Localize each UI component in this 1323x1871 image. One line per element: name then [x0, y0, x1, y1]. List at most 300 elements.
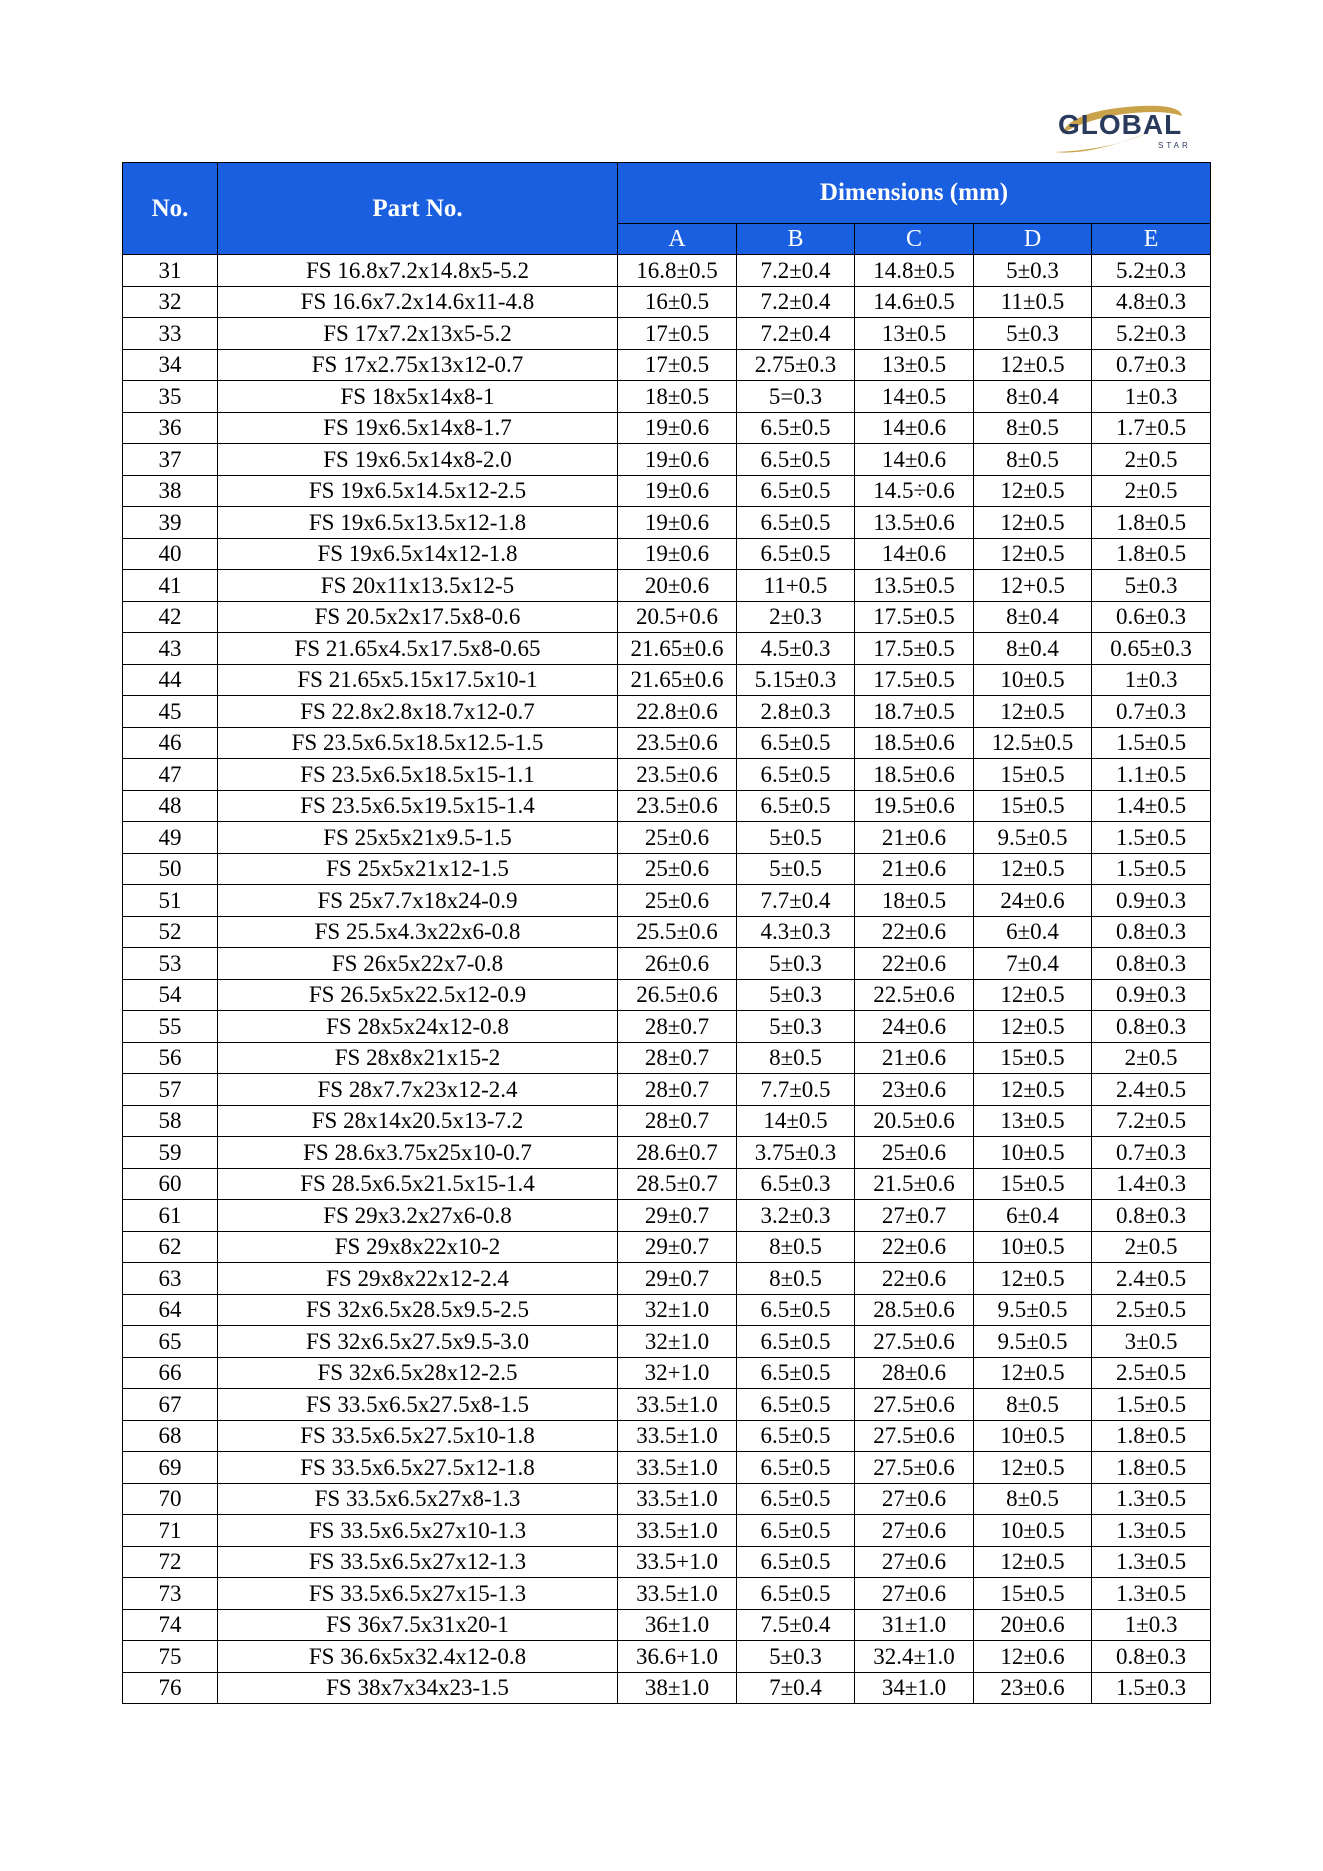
cell-no: 39	[123, 507, 218, 539]
cell-a: 23.5±0.6	[618, 727, 737, 759]
table-row	[123, 1294, 1211, 1326]
cell-e: 1.1±0.5	[1092, 759, 1211, 791]
cell-d: 24±0.6	[974, 885, 1092, 917]
cell-e: 1±0.3	[1092, 381, 1211, 413]
cell-part-no: FS 23.5x6.5x18.5x15-1.1	[218, 759, 618, 791]
cell-no: 34	[123, 349, 218, 381]
cell-b: 6.5±0.5	[737, 1578, 855, 1610]
cell-b: 5.15±0.3	[737, 664, 855, 696]
cell-a: 17±0.5	[618, 318, 737, 350]
cell-no: 59	[123, 1137, 218, 1169]
cell-d: 12±0.5	[974, 1011, 1092, 1043]
table-row	[123, 286, 1211, 318]
cell-no: 71	[123, 1515, 218, 1547]
cell-a: 28±0.7	[618, 1011, 737, 1043]
cell-e: 2.4±0.5	[1092, 1074, 1211, 1106]
cell-d: 5±0.3	[974, 255, 1092, 287]
cell-a: 19±0.6	[618, 444, 737, 476]
cell-c: 14±0.6	[855, 412, 974, 444]
cell-part-no: FS 19x6.5x14x8-1.7	[218, 412, 618, 444]
cell-a: 25±0.6	[618, 885, 737, 917]
cell-c: 17.5±0.5	[855, 664, 974, 696]
cell-a: 25±0.6	[618, 822, 737, 854]
table-row	[123, 1042, 1211, 1074]
cell-no: 68	[123, 1420, 218, 1452]
cell-a: 28±0.7	[618, 1042, 737, 1074]
cell-b: 4.3±0.3	[737, 916, 855, 948]
table-body	[123, 255, 1211, 1704]
cell-d: 12±0.5	[974, 1452, 1092, 1484]
cell-part-no: FS 28.6x3.75x25x10-0.7	[218, 1137, 618, 1169]
cell-c: 27±0.6	[855, 1483, 974, 1515]
cell-no: 62	[123, 1231, 218, 1263]
cell-d: 12±0.5	[974, 507, 1092, 539]
cell-no: 63	[123, 1263, 218, 1295]
cell-a: 19±0.6	[618, 412, 737, 444]
cell-no: 49	[123, 822, 218, 854]
cell-c: 19.5±0.6	[855, 790, 974, 822]
cell-a: 26±0.6	[618, 948, 737, 980]
cell-e: 0.7±0.3	[1092, 349, 1211, 381]
cell-e: 2±0.5	[1092, 1231, 1211, 1263]
cell-d: 8±0.4	[974, 601, 1092, 633]
cell-a: 33.5±1.0	[618, 1452, 737, 1484]
cell-no: 60	[123, 1168, 218, 1200]
table-row	[123, 664, 1211, 696]
cell-d: 15±0.5	[974, 1168, 1092, 1200]
cell-c: 21±0.6	[855, 853, 974, 885]
cell-no: 53	[123, 948, 218, 980]
cell-c: 14.6±0.5	[855, 286, 974, 318]
cell-d: 6±0.4	[974, 1200, 1092, 1232]
header-col-d: D	[974, 224, 1092, 255]
cell-part-no: FS 29x8x22x12-2.4	[218, 1263, 618, 1295]
cell-c: 22±0.6	[855, 1231, 974, 1263]
cell-c: 18.7±0.5	[855, 696, 974, 728]
cell-c: 13±0.5	[855, 318, 974, 350]
cell-a: 25±0.6	[618, 853, 737, 885]
table-row	[123, 1452, 1211, 1484]
cell-b: 6.5±0.5	[737, 1420, 855, 1452]
cell-e: 5.2±0.3	[1092, 255, 1211, 287]
table-row	[123, 696, 1211, 728]
cell-b: 8±0.5	[737, 1263, 855, 1295]
cell-d: 12+0.5	[974, 570, 1092, 602]
cell-no: 46	[123, 727, 218, 759]
cell-c: 14±0.6	[855, 444, 974, 476]
cell-part-no: FS 33.5x6.5x27.5x12-1.8	[218, 1452, 618, 1484]
cell-part-no: FS 28x8x21x15-2	[218, 1042, 618, 1074]
cell-part-no: FS 28x14x20.5x13-7.2	[218, 1105, 618, 1137]
cell-c: 27±0.6	[855, 1546, 974, 1578]
cell-part-no: FS 32x6.5x28.5x9.5-2.5	[218, 1294, 618, 1326]
cell-a: 21.65±0.6	[618, 664, 737, 696]
cell-part-no: FS 25x7.7x18x24-0.9	[218, 885, 618, 917]
cell-e: 2±0.5	[1092, 475, 1211, 507]
table-row	[123, 318, 1211, 350]
cell-d: 5±0.3	[974, 318, 1092, 350]
cell-b: 6.5±0.3	[737, 1168, 855, 1200]
cell-part-no: FS 33.5x6.5x27.5x10-1.8	[218, 1420, 618, 1452]
cell-a: 28.6±0.7	[618, 1137, 737, 1169]
cell-e: 1.5±0.5	[1092, 822, 1211, 854]
cell-c: 25±0.6	[855, 1137, 974, 1169]
cell-e: 0.6±0.3	[1092, 601, 1211, 633]
cell-a: 33.5±1.0	[618, 1420, 737, 1452]
table-row	[123, 1105, 1211, 1137]
cell-a: 29±0.7	[618, 1263, 737, 1295]
cell-no: 67	[123, 1389, 218, 1421]
cell-d: 12±0.5	[974, 538, 1092, 570]
cell-e: 1.3±0.5	[1092, 1546, 1211, 1578]
cell-c: 27±0.6	[855, 1515, 974, 1547]
cell-b: 2.8±0.3	[737, 696, 855, 728]
cell-b: 6.5±0.5	[737, 1389, 855, 1421]
cell-d: 11±0.5	[974, 286, 1092, 318]
cell-part-no: FS 28x5x24x12-0.8	[218, 1011, 618, 1043]
cell-no: 55	[123, 1011, 218, 1043]
cell-a: 36±1.0	[618, 1609, 737, 1641]
table-row	[123, 727, 1211, 759]
cell-no: 64	[123, 1294, 218, 1326]
cell-e: 1.3±0.5	[1092, 1515, 1211, 1547]
cell-no: 40	[123, 538, 218, 570]
cell-a: 19±0.6	[618, 538, 737, 570]
cell-part-no: FS 16.8x7.2x14.8x5-5.2	[218, 255, 618, 287]
cell-b: 5±0.5	[737, 853, 855, 885]
cell-b: 6.5±0.5	[737, 1452, 855, 1484]
cell-a: 33.5+1.0	[618, 1546, 737, 1578]
cell-no: 52	[123, 916, 218, 948]
table-row	[123, 885, 1211, 917]
cell-c: 17.5±0.5	[855, 601, 974, 633]
cell-b: 2.75±0.3	[737, 349, 855, 381]
cell-a: 32±1.0	[618, 1326, 737, 1358]
cell-c: 13.5±0.5	[855, 570, 974, 602]
cell-e: 1.5±0.3	[1092, 1672, 1211, 1704]
cell-b: 11+0.5	[737, 570, 855, 602]
cell-part-no: FS 23.5x6.5x18.5x12.5-1.5	[218, 727, 618, 759]
table-row	[123, 790, 1211, 822]
cell-b: 6.5±0.5	[737, 1546, 855, 1578]
cell-part-no: FS 28x7.7x23x12-2.4	[218, 1074, 618, 1106]
cell-c: 22.5±0.6	[855, 979, 974, 1011]
cell-a: 23.5±0.6	[618, 759, 737, 791]
cell-d: 8±0.4	[974, 381, 1092, 413]
cell-a: 29±0.7	[618, 1200, 737, 1232]
cell-b: 7.7±0.4	[737, 885, 855, 917]
cell-no: 65	[123, 1326, 218, 1358]
cell-d: 15±0.5	[974, 790, 1092, 822]
cell-d: 9.5±0.5	[974, 1326, 1092, 1358]
cell-d: 7±0.4	[974, 948, 1092, 980]
cell-e: 1.4±0.3	[1092, 1168, 1211, 1200]
cell-e: 7.2±0.5	[1092, 1105, 1211, 1137]
cell-b: 8±0.5	[737, 1231, 855, 1263]
cell-a: 20±0.6	[618, 570, 737, 602]
header-col-c: C	[855, 224, 974, 255]
cell-no: 33	[123, 318, 218, 350]
cell-part-no: FS 28.5x6.5x21.5x15-1.4	[218, 1168, 618, 1200]
cell-b: 7.7±0.5	[737, 1074, 855, 1106]
cell-part-no: FS 25.5x4.3x22x6-0.8	[218, 916, 618, 948]
cell-e: 0.8±0.3	[1092, 916, 1211, 948]
cell-part-no: FS 33.5x6.5x27x15-1.3	[218, 1578, 618, 1610]
table-row	[123, 979, 1211, 1011]
cell-c: 27.5±0.6	[855, 1326, 974, 1358]
cell-part-no: FS 19x6.5x13.5x12-1.8	[218, 507, 618, 539]
cell-b: 14±0.5	[737, 1105, 855, 1137]
cell-b: 6.5±0.5	[737, 1294, 855, 1326]
cell-d: 12±0.5	[974, 1074, 1092, 1106]
cell-a: 26.5±0.6	[618, 979, 737, 1011]
table-row	[123, 255, 1211, 287]
cell-part-no: FS 33.5x6.5x27x12-1.3	[218, 1546, 618, 1578]
cell-b: 8±0.5	[737, 1042, 855, 1074]
cell-part-no: FS 33.5x6.5x27.5x8-1.5	[218, 1389, 618, 1421]
cell-b: 6.5±0.5	[737, 1483, 855, 1515]
cell-no: 70	[123, 1483, 218, 1515]
cell-part-no: FS 33.5x6.5x27x8-1.3	[218, 1483, 618, 1515]
cell-c: 20.5±0.6	[855, 1105, 974, 1137]
table-row	[123, 1578, 1211, 1610]
cell-b: 7.5±0.4	[737, 1609, 855, 1641]
cell-e: 2±0.5	[1092, 444, 1211, 476]
cell-c: 27.5±0.6	[855, 1389, 974, 1421]
cell-a: 36.6+1.0	[618, 1641, 737, 1673]
table-row	[123, 1672, 1211, 1704]
cell-no: 47	[123, 759, 218, 791]
cell-a: 16.8±0.5	[618, 255, 737, 287]
cell-no: 66	[123, 1357, 218, 1389]
cell-c: 22±0.6	[855, 916, 974, 948]
cell-c: 24±0.6	[855, 1011, 974, 1043]
cell-a: 19±0.6	[618, 507, 737, 539]
cell-e: 4.8±0.3	[1092, 286, 1211, 318]
cell-part-no: FS 19x6.5x14x12-1.8	[218, 538, 618, 570]
cell-c: 27±0.7	[855, 1200, 974, 1232]
cell-b: 6.5±0.5	[737, 1357, 855, 1389]
cell-part-no: FS 26.5x5x22.5x12-0.9	[218, 979, 618, 1011]
cell-e: 3±0.5	[1092, 1326, 1211, 1358]
cell-a: 33.5±1.0	[618, 1578, 737, 1610]
cell-b: 5±0.3	[737, 1641, 855, 1673]
cell-b: 6.5±0.5	[737, 727, 855, 759]
cell-a: 32±1.0	[618, 1294, 737, 1326]
cell-b: 6.5±0.5	[737, 538, 855, 570]
svg-text:STAR: STAR	[1158, 141, 1191, 150]
cell-a: 28±0.7	[618, 1105, 737, 1137]
cell-b: 7.2±0.4	[737, 318, 855, 350]
table-row	[123, 1074, 1211, 1106]
cell-e: 0.8±0.3	[1092, 1011, 1211, 1043]
table-row	[123, 1483, 1211, 1515]
cell-d: 8±0.5	[974, 444, 1092, 476]
cell-no: 72	[123, 1546, 218, 1578]
cell-a: 25.5±0.6	[618, 916, 737, 948]
cell-c: 21±0.6	[855, 822, 974, 854]
cell-no: 76	[123, 1672, 218, 1704]
cell-e: 0.8±0.3	[1092, 948, 1211, 980]
cell-part-no: FS 25x5x21x12-1.5	[218, 853, 618, 885]
table-row	[123, 412, 1211, 444]
cell-a: 33.5±1.0	[618, 1515, 737, 1547]
cell-a: 20.5+0.6	[618, 601, 737, 633]
cell-d: 8±0.5	[974, 1389, 1092, 1421]
cell-no: 43	[123, 633, 218, 665]
cell-d: 8±0.5	[974, 1483, 1092, 1515]
cell-b: 6.5±0.5	[737, 759, 855, 791]
table-row	[123, 1200, 1211, 1232]
cell-d: 12.5±0.5	[974, 727, 1092, 759]
cell-e: 2.5±0.5	[1092, 1294, 1211, 1326]
header-dimensions: Dimensions (mm)	[618, 163, 1211, 224]
cell-e: 0.8±0.3	[1092, 1641, 1211, 1673]
cell-b: 6.5±0.5	[737, 412, 855, 444]
cell-e: 1.8±0.5	[1092, 1452, 1211, 1484]
cell-part-no: FS 17x7.2x13x5-5.2	[218, 318, 618, 350]
cell-b: 7.2±0.4	[737, 286, 855, 318]
cell-part-no: FS 32x6.5x27.5x9.5-3.0	[218, 1326, 618, 1358]
cell-c: 18.5±0.6	[855, 727, 974, 759]
table-row	[123, 1357, 1211, 1389]
cell-c: 14±0.5	[855, 381, 974, 413]
svg-text:GLOBAL: GLOBAL	[1058, 109, 1183, 140]
cell-d: 12±0.5	[974, 1263, 1092, 1295]
cell-a: 38±1.0	[618, 1672, 737, 1704]
cell-c: 31±1.0	[855, 1609, 974, 1641]
table-row	[123, 1326, 1211, 1358]
cell-no: 61	[123, 1200, 218, 1232]
cell-no: 58	[123, 1105, 218, 1137]
cell-c: 18±0.5	[855, 885, 974, 917]
cell-e: 1.3±0.5	[1092, 1578, 1211, 1610]
cell-no: 35	[123, 381, 218, 413]
cell-e: 5±0.3	[1092, 570, 1211, 602]
cell-e: 5.2±0.3	[1092, 318, 1211, 350]
cell-b: 3.2±0.3	[737, 1200, 855, 1232]
table-row	[123, 1546, 1211, 1578]
cell-e: 1.5±0.5	[1092, 853, 1211, 885]
cell-part-no: FS 29x3.2x27x6-0.8	[218, 1200, 618, 1232]
cell-a: 21.65±0.6	[618, 633, 737, 665]
cell-no: 45	[123, 696, 218, 728]
cell-b: 5±0.3	[737, 948, 855, 980]
cell-c: 34±1.0	[855, 1672, 974, 1704]
cell-d: 9.5±0.5	[974, 822, 1092, 854]
cell-d: 12±0.5	[974, 475, 1092, 507]
cell-part-no: FS 16.6x7.2x14.6x11-4.8	[218, 286, 618, 318]
cell-part-no: FS 21.65x5.15x17.5x10-1	[218, 664, 618, 696]
cell-part-no: FS 29x8x22x10-2	[218, 1231, 618, 1263]
cell-b: 6.5±0.5	[737, 1326, 855, 1358]
cell-e: 0.9±0.3	[1092, 979, 1211, 1011]
cell-d: 15±0.5	[974, 1578, 1092, 1610]
cell-c: 13.5±0.6	[855, 507, 974, 539]
cell-b: 6.5±0.5	[737, 1515, 855, 1547]
global-star-logo-icon	[1040, 92, 1210, 162]
table-row	[123, 1609, 1211, 1641]
cell-d: 13±0.5	[974, 1105, 1092, 1137]
cell-no: 42	[123, 601, 218, 633]
table-row	[123, 853, 1211, 885]
cell-no: 57	[123, 1074, 218, 1106]
cell-e: 1.8±0.5	[1092, 507, 1211, 539]
header-part-no: Part No.	[218, 163, 618, 255]
cell-e: 0.8±0.3	[1092, 1200, 1211, 1232]
cell-e: 1.4±0.5	[1092, 790, 1211, 822]
cell-e: 0.9±0.3	[1092, 885, 1211, 917]
cell-e: 1.3±0.5	[1092, 1483, 1211, 1515]
cell-a: 16±0.5	[618, 286, 737, 318]
cell-no: 74	[123, 1609, 218, 1641]
cell-c: 18.5±0.6	[855, 759, 974, 791]
table-row	[123, 1137, 1211, 1169]
cell-part-no: FS 36.6x5x32.4x12-0.8	[218, 1641, 618, 1673]
cell-a: 28.5±0.7	[618, 1168, 737, 1200]
dimensions-table	[122, 162, 1211, 1704]
cell-e: 1.7±0.5	[1092, 412, 1211, 444]
cell-c: 14±0.6	[855, 538, 974, 570]
cell-e: 2±0.5	[1092, 1042, 1211, 1074]
cell-e: 1±0.3	[1092, 664, 1211, 696]
cell-e: 0.7±0.3	[1092, 1137, 1211, 1169]
cell-a: 33.5±1.0	[618, 1389, 737, 1421]
cell-c: 21±0.6	[855, 1042, 974, 1074]
table-row	[123, 601, 1211, 633]
cell-no: 48	[123, 790, 218, 822]
cell-e: 1±0.3	[1092, 1609, 1211, 1641]
cell-c: 22±0.6	[855, 948, 974, 980]
table-row	[123, 570, 1211, 602]
table-row	[123, 1420, 1211, 1452]
cell-part-no: FS 17x2.75x13x12-0.7	[218, 349, 618, 381]
cell-d: 10±0.5	[974, 1137, 1092, 1169]
cell-no: 38	[123, 475, 218, 507]
table-row	[123, 948, 1211, 980]
table-row	[123, 759, 1211, 791]
cell-c: 13±0.5	[855, 349, 974, 381]
cell-part-no: FS 21.65x4.5x17.5x8-0.65	[218, 633, 618, 665]
cell-no: 75	[123, 1641, 218, 1673]
cell-c: 17.5±0.5	[855, 633, 974, 665]
cell-c: 27±0.6	[855, 1578, 974, 1610]
cell-a: 29±0.7	[618, 1231, 737, 1263]
cell-b: 6.5±0.5	[737, 790, 855, 822]
cell-c: 14.5÷0.6	[855, 475, 974, 507]
table-row	[123, 1641, 1211, 1673]
cell-d: 12±0.5	[974, 1546, 1092, 1578]
cell-d: 10±0.5	[974, 1420, 1092, 1452]
cell-part-no: FS 19x6.5x14.5x12-2.5	[218, 475, 618, 507]
cell-d: 8±0.4	[974, 633, 1092, 665]
cell-part-no: FS 23.5x6.5x19.5x15-1.4	[218, 790, 618, 822]
cell-b: 5±0.3	[737, 1011, 855, 1043]
cell-d: 12±0.5	[974, 349, 1092, 381]
cell-no: 32	[123, 286, 218, 318]
cell-d: 23±0.6	[974, 1672, 1092, 1704]
cell-a: 17±0.5	[618, 349, 737, 381]
header-col-b: B	[737, 224, 855, 255]
cell-no: 54	[123, 979, 218, 1011]
cell-part-no: FS 26x5x22x7-0.8	[218, 948, 618, 980]
cell-b: 2±0.3	[737, 601, 855, 633]
table-row	[123, 1231, 1211, 1263]
table-row	[123, 507, 1211, 539]
cell-no: 41	[123, 570, 218, 602]
cell-e: 1.5±0.5	[1092, 1389, 1211, 1421]
cell-d: 12±0.5	[974, 979, 1092, 1011]
